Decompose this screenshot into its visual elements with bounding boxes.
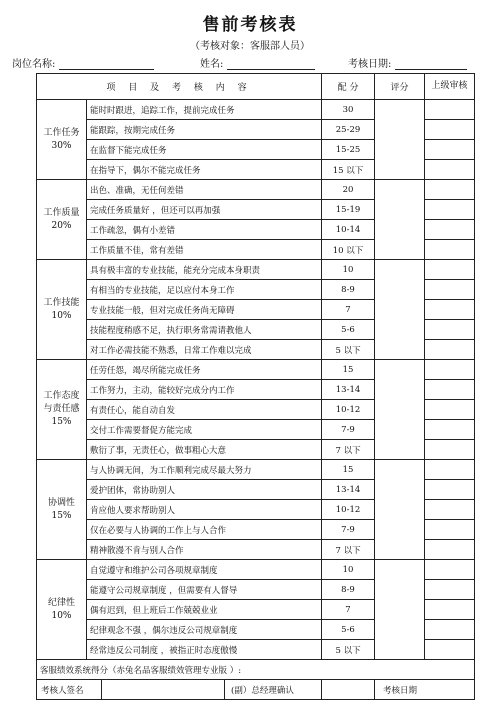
criterion-text: 完成任务质量好 ，但还可以再加强 [87,200,322,220]
supervisor-review-cell[interactable] [425,640,475,660]
category-cell [37,100,87,180]
header-rating: 评分 [375,74,425,100]
category-weight: 15% [51,417,72,427]
supervisor-review-cell[interactable] [425,120,475,140]
category-weight: 15% [51,510,72,521]
supervisor-review-cell[interactable] [425,460,475,480]
criterion-text: 工作努力，主动，能较好完成分内工作 [87,380,322,400]
criterion-score: 10-12 [322,500,375,520]
criterion-score: 7-9 [322,520,375,540]
supervisor-review-cell[interactable] [425,160,475,180]
criterion-text: 能遵守公司规章制度 ，但需要有人督导 [87,580,322,600]
criterion-score: 7-9 [322,420,375,440]
category-cell [37,460,87,560]
criterion-score: 10-14 [322,220,375,240]
criterion-text: 偶有迟到，但上班后工作兢兢业业 [87,600,322,620]
supervisor-review-cell[interactable] [425,580,475,600]
header-score: 配 分 [322,74,375,100]
criterion-text: 自觉遵守和维护公司各项规章制度 [87,560,322,580]
criterion-score: 30 [322,100,375,120]
criterion-text: 能跟踪，按期完成任务 [87,120,322,140]
criterion-score: 5-6 [322,620,375,640]
gm-confirm-label: (副）总经理确认 [224,680,321,699]
rating-input-cell[interactable] [375,260,425,360]
criterion-text: 专业技能一般，但对完成任务尚无障碍 [87,300,322,320]
criterion-text: 技能程度稍感不足，执行职务常需请教他人 [87,320,322,340]
criterion-text: 有责任心，能自动自发 [87,400,322,420]
supervisor-review-cell[interactable] [425,300,475,320]
table-row [37,260,475,280]
name-label: 姓名: [200,59,224,70]
supervisor-review-cell[interactable] [425,200,475,220]
criterion-text: 仅在必要与人协调的工作上与人合作 [87,520,322,540]
position-field [12,55,154,70]
supervisor-review-cell[interactable] [425,520,475,540]
name-field [200,55,315,70]
criterion-text: 肯应他人要求帮助别人 [87,500,322,520]
signature-cell [37,680,322,700]
date-label: 考核日期: [348,59,392,70]
rating-input-cell[interactable] [375,560,425,660]
category-weight: 10% [51,610,72,621]
criterion-score: 13-14 [322,380,375,400]
criterion-score: 7 以下 [322,540,375,560]
supervisor-review-cell[interactable] [425,600,475,620]
criterion-score: 7 以下 [322,440,375,460]
rating-input-cell[interactable] [375,100,425,180]
date-field [348,55,467,70]
supervisor-review-cell[interactable] [425,320,475,340]
criterion-score: 5-6 [322,320,375,340]
category-name: 工作质量 [43,207,80,218]
criterion-score: 10 [322,260,375,280]
supervisor-review-cell[interactable] [425,500,475,520]
table-row [37,460,475,480]
supervisor-review-cell[interactable] [425,480,475,500]
category-weight: 30% [51,140,72,151]
criterion-score: 15-25 [322,140,375,160]
assessment-table [36,73,475,700]
criterion-score: 13-14 [322,480,375,500]
criterion-score: 15 以下 [322,160,375,180]
category-name: 协调性 [47,497,75,508]
supervisor-review-cell[interactable] [425,140,475,160]
supervisor-review-cell[interactable] [425,440,475,460]
header-item: 项 目 及 考 核 内 容 [37,74,322,100]
category-name: 工作态度 与责任感 [43,391,80,414]
rating-input-cell[interactable] [375,360,425,460]
criterion-text: 与人协调无间，为工作顺利完成尽最大努力 [87,460,322,480]
criterion-score: 5 以下 [322,640,375,660]
supervisor-review-cell[interactable] [425,620,475,640]
category-weight: 10% [51,310,72,321]
category-cell [37,180,87,260]
criterion-text: 工作质量不佳，常有差错 [87,240,322,260]
category-cell [37,260,87,360]
supervisor-review-cell[interactable] [425,260,475,280]
criterion-score: 7 [322,600,375,620]
category-name: 工作技能 [43,297,80,308]
supervisor-review-cell[interactable] [425,100,475,120]
supervisor-review-cell[interactable] [425,420,475,440]
table-body [37,100,475,660]
position-input-line[interactable] [59,59,154,70]
criterion-text: 工作疏忽，偶有小差错 [87,220,322,240]
category-name: 纪律性 [47,597,75,608]
criterion-text: 有相当的专业技能，足以应付本身工作 [87,280,322,300]
signature-row [37,680,475,700]
criterion-text: 爱护团体，常协助别人 [87,480,322,500]
category-cell [37,560,87,660]
criterion-score: 10-12 [322,400,375,420]
supervisor-review-cell[interactable] [425,360,475,380]
criterion-score: 7 [322,300,375,320]
criterion-text: 出色、准确，无任何差错 [87,180,322,200]
criterion-text: 纪律观念不强 ，偶尔违反公司规章制度 [87,620,322,640]
position-label: 岗位名称: [12,59,56,70]
criterion-text: 交付工作需要督促方能完成 [87,420,322,440]
supervisor-review-cell[interactable] [425,400,475,420]
supervisor-review-cell[interactable] [425,560,475,580]
table-header-row [37,74,475,100]
criterion-score: 10 [322,560,375,580]
supervisor-review-cell[interactable] [425,540,475,560]
criterion-text: 能时时跟进，追踪工作，提前完成任务 [87,100,322,120]
criterion-score: 5 以下 [322,340,375,360]
rating-input-cell[interactable] [375,460,425,560]
criterion-score: 15 [322,460,375,480]
criterion-text: 精神散漫不肯与别人合作 [87,540,322,560]
header-supervisor-review: 上级审核 [425,74,475,100]
criterion-score: 15-19 [322,200,375,220]
table-row [37,560,475,580]
criterion-text: 任劳任怨，竭尽所能完成任务 [87,360,322,380]
criterion-text: 在指导下，偶尔不能完成任务 [87,160,322,180]
criterion-text: 对工作必需技能不熟悉，日常工作难以完成 [87,340,322,360]
category-name: 工作任务 [43,127,80,138]
supervisor-review-cell[interactable] [425,380,475,400]
criterion-text: 敷衍了事，无责任心，做事粗心大意 [87,440,322,460]
supervisor-review-cell[interactable] [425,180,475,200]
table-row [37,180,475,200]
criterion-score: 10 以下 [322,240,375,260]
signature-label: 考核人签名 [41,685,84,696]
criterion-score: 15 [322,360,375,380]
supervisor-review-cell[interactable] [425,340,475,360]
review-date-label: 考核日期 [383,685,418,696]
criterion-score: 8-9 [322,580,375,600]
table-row [37,360,475,380]
criterion-text: 经常违反公司制度 ，被指正时态度傲慢 [87,640,322,660]
table-row [37,100,475,120]
supervisor-review-cell[interactable] [425,240,475,260]
category-weight: 20% [51,220,72,231]
date-input-line[interactable] [395,59,467,70]
page-subtitle: （考核对象：客服部人员） [190,41,310,52]
supervisor-review-cell[interactable] [425,280,475,300]
rating-input-cell[interactable] [375,180,425,260]
criterion-score: 20 [322,180,375,200]
page-title: 售前考核表 [202,15,298,35]
total-score-label: 客服绩效系统得分（赤兔名品客服绩效管理专业版 ）: [37,660,475,680]
total-score-row [37,660,475,680]
name-input-line[interactable] [227,59,315,70]
review-date-cell [375,680,475,700]
gm-confirm-input[interactable] [322,680,375,700]
criterion-text: 具有极丰富的专业技能，能充分完成本身职责 [87,260,322,280]
signature-input[interactable] [101,680,224,699]
category-cell [37,360,87,460]
criterion-score: 8-9 [322,280,375,300]
criterion-score: 25-29 [322,120,375,140]
supervisor-review-cell[interactable] [425,220,475,240]
criterion-text: 在监督下能完成任务 [87,140,322,160]
